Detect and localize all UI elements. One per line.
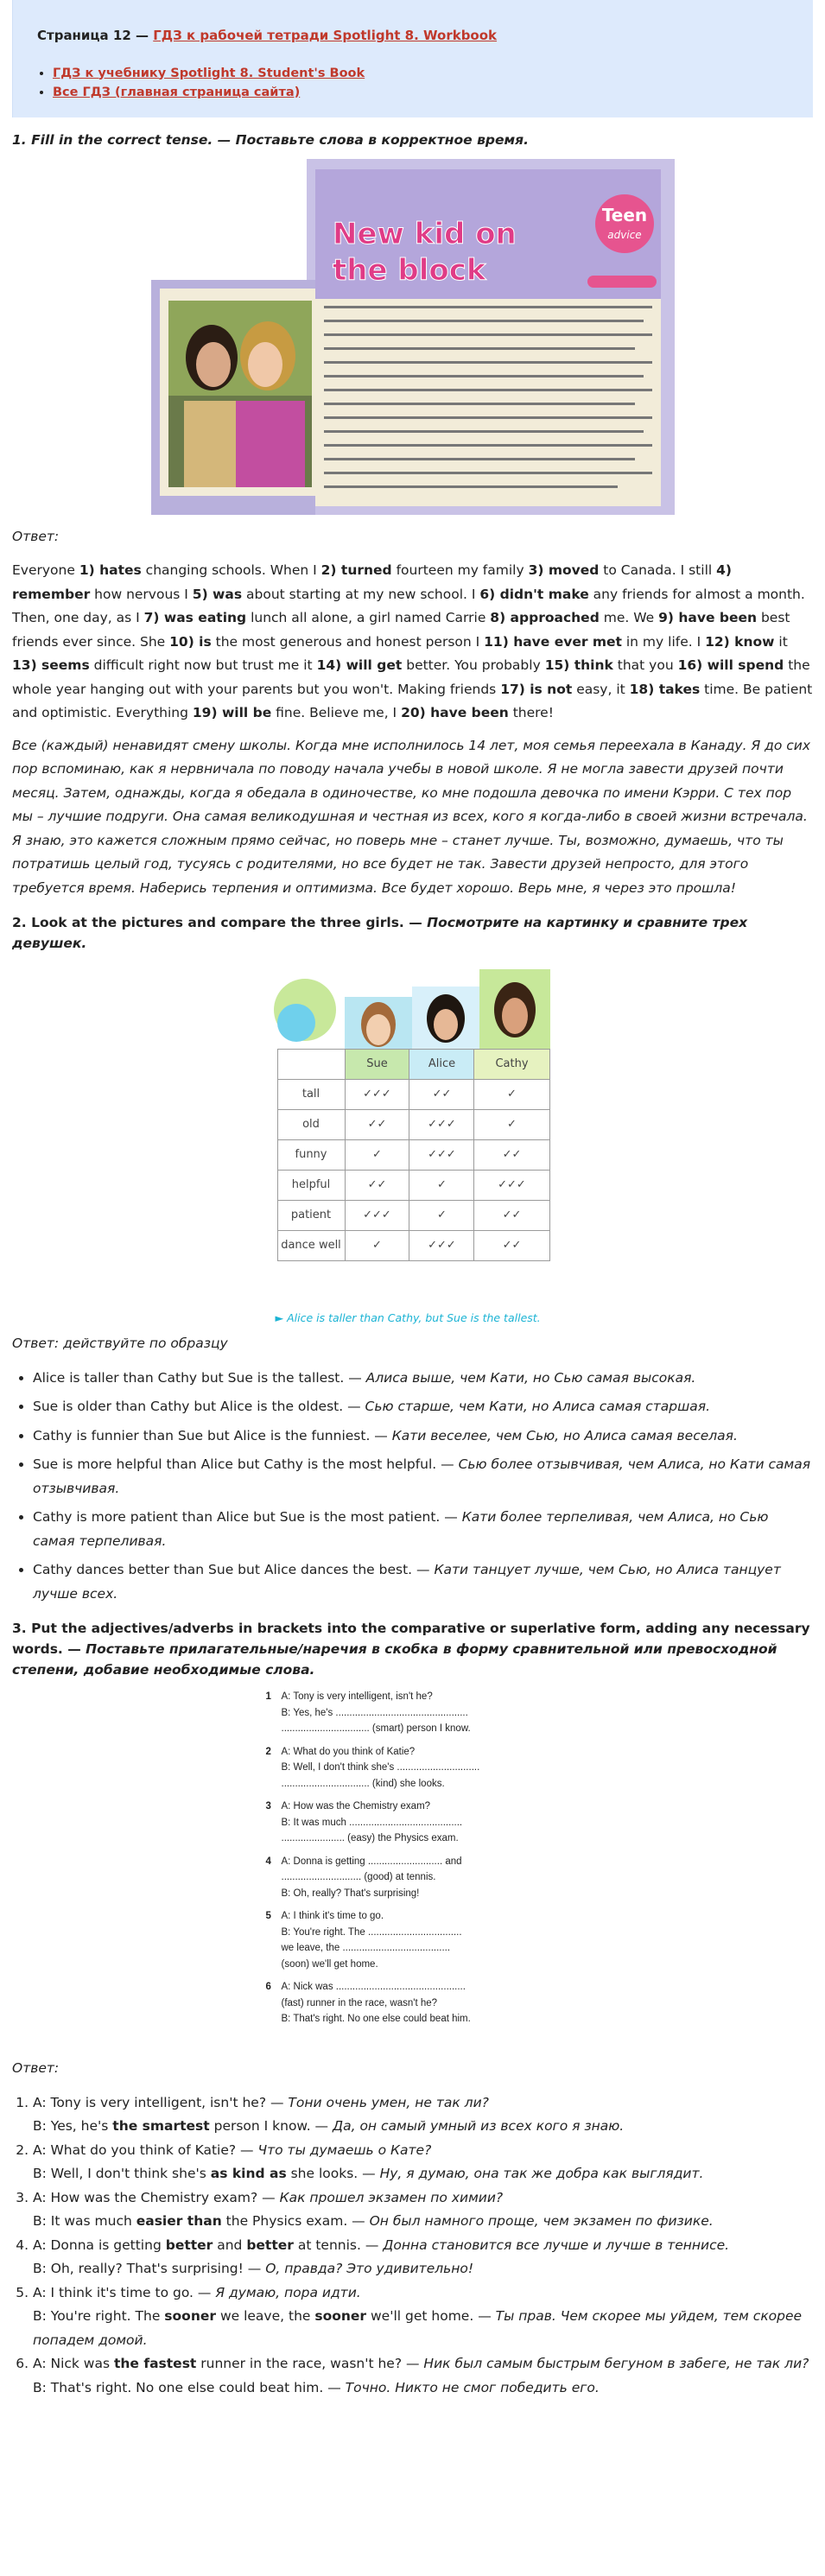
ex1-title-en: 1. Fill in the correct tense. [12, 131, 213, 148]
ex3-title-en: 3. Put the adjectives/adverbs in brackets into the comparative or superlative form, adding any necessary words. [12, 1621, 810, 1657]
exercise-question [266, 1979, 560, 2027]
answer-line-a: 5. A: I think it's time to go. — Я думаю, пора идти. [33, 2284, 361, 2300]
badge-advice: advice [606, 228, 642, 241]
girls-table-image [270, 962, 555, 1322]
answer-line-a: 3. A: How was the Chemistry exam? — Как прошел экзамен по химии? [33, 2189, 504, 2205]
exercise-body [282, 1908, 560, 1972]
exercise-line: A: Nick was ............................................... [281, 1982, 466, 1992]
exercise-line: (fast) runner in the race, wasn't he? [281, 1997, 438, 2008]
table-cell: ✓ [474, 1110, 549, 1140]
exercise-body [282, 1979, 560, 2027]
table-caption: ► Alice is taller than Cathy, but Sue is the tallest. [275, 1311, 541, 1324]
nav-line [37, 24, 792, 48]
answer-item [33, 2139, 813, 2186]
exercise-line: ............................. (good) at tennis. [281, 1872, 436, 1882]
list-item-en: Cathy is funnier than Sue but Alice is the funniest. — [33, 1427, 392, 1443]
table-cell: ✓✓ [345, 1110, 409, 1140]
answer-line-b: B: You're right. The sooner we leave, the sooner we'll get home. — Ты прав. Чем скорее мы уйдем, тем скорее попадем домой. [33, 2308, 803, 2348]
ex2-answer-list [33, 1367, 813, 1607]
answer-item [33, 2281, 813, 2353]
table-cell: ✓ [409, 1171, 474, 1201]
nav-link-item [53, 64, 792, 83]
answer-item [33, 2352, 813, 2400]
answer-line-a: 2. A: What do you think of Katie? — Что ты думаешь о Кате? [33, 2141, 432, 2158]
exercise-line: ....................... (easy) the Physics exam. [281, 1833, 459, 1843]
headline-line-1: New kid on [332, 216, 517, 251]
page-label: Страница 12 — [37, 28, 149, 43]
exercise-line: A: What do you think of Katie? [281, 1746, 416, 1757]
exercise-number: 2 [265, 1746, 271, 1757]
exercise-line: we leave, the ....................................... [281, 1943, 451, 1953]
list-item-ru: Кати танцует лучше, чем Сью, но Алиса танцует лучше всех. [33, 1562, 781, 1602]
table-row [277, 1110, 549, 1140]
ex3-title: 3. Put the adjectives/adverbs in brackets into the comparative or superlative form, adding any necessary words. — Поставьте прилагательные/наречия в скобка в форму сравнительной или превосходной степени, добавие необходимые слова. [12, 1621, 810, 1678]
nav-box [12, 0, 813, 117]
headline-line-2: the block [332, 252, 485, 288]
table-cell: ✓✓ [474, 1231, 549, 1261]
answer-line-a: 4. A: Donna is getting better and better at tennis. — Донна становится все лучше и лучше в теннисе. [33, 2237, 730, 2253]
table-cell: ✓ [345, 1231, 409, 1261]
exercise-line: B: It was much ......................................... [281, 1817, 463, 1828]
answer-line-a: 1. A: Tony is very intelligent, isn't he? — Тони очень умен, не так ли? [33, 2094, 489, 2110]
table-cell: ✓✓✓ [409, 1140, 474, 1171]
table-cell: ✓✓ [474, 1201, 549, 1231]
list-item-ru: Кати более терпеливая, чем Алиса, но Сью самая терпеливая. [33, 1509, 769, 1549]
comparison-table-body [277, 1050, 549, 1261]
ex1-title: 1. Fill in the correct tense. — Поставьте слова в корректное время. [12, 131, 529, 148]
list-item-en: Sue is older than Cathy but Alice is the oldest. — [33, 1399, 365, 1414]
table-row [277, 1080, 549, 1110]
table-cell: ✓✓✓ [409, 1231, 474, 1261]
table-row-label: old [277, 1110, 345, 1140]
table-cell: ✓✓✓ [345, 1201, 409, 1231]
table-cell: ✓ [474, 1080, 549, 1110]
answer-item [33, 2234, 813, 2281]
list-item-ru: Сью старше, чем Кати, но Алиса самая старшая. [365, 1399, 711, 1414]
answer-item [33, 2091, 813, 2139]
table-cell: ✓✓✓ [474, 1171, 549, 1201]
exercise-question [266, 1744, 560, 1792]
ex2-answer-label: Ответ: действуйте по образцу [12, 1336, 228, 1351]
ex2-title: 2. Look at the pictures and compare the three girls. — Посмотрите на картинку и сравните трех девушек. [12, 915, 748, 951]
list-item-ru: Кати веселее, чем Сью, но Алиса самая веселая. [391, 1427, 738, 1443]
exercise-number: 1 [265, 1691, 271, 1702]
table-cell: ✓✓ [409, 1080, 474, 1110]
nav-link-item [53, 83, 792, 102]
list-item [33, 1506, 813, 1553]
list-item-en: Cathy is more patient than Alice but Sue is the most patient. — [33, 1509, 462, 1525]
table-corner-cell [277, 1050, 345, 1080]
girls-portraits [270, 962, 555, 1049]
answer-line-b: B: That's right. No one else could beat him. — Точно. Никто не смог победить его. [33, 2379, 600, 2395]
list-item-ru: Сью более отзывчивая, чем Алиса, но Кати самая отзывчивая. [33, 1456, 811, 1496]
ex3-answer-list [33, 2091, 813, 2401]
badge-teen: Teen [601, 204, 647, 225]
table-cell: ✓✓✓ [409, 1110, 474, 1140]
table-cell: ✓✓✓ [345, 1080, 409, 1110]
ex3-exercise-image [266, 1689, 560, 2046]
table-row [277, 1171, 549, 1201]
exercise-number: 3 [265, 1801, 271, 1811]
list-item-ru: Алиса выше, чем Кати, но Сью самая высокая. [365, 1369, 696, 1386]
exercise-number: 6 [265, 1982, 271, 1992]
table-row-label: dance well [277, 1231, 345, 1261]
magazine-illustration [151, 159, 675, 515]
table-cell: ✓ [345, 1140, 409, 1171]
exercise-line: ................................ (kind) she looks. [281, 1778, 445, 1789]
exercise-number: 5 [265, 1911, 271, 1921]
ex1-answer-label: Ответ: [12, 528, 60, 544]
table-caption-text: Alice is taller than Cathy, but Sue is the tallest. [287, 1311, 541, 1324]
list-item-en: Cathy dances better than Sue but Alice dances the best. — [33, 1562, 435, 1577]
magazine-image [151, 159, 675, 515]
ex1-translation: Все (каждый) ненавидят смену школы. Когда мне исполнилось 14 лет, моя семья переехала в Канаду. Я до сих пор вспоминаю, как я нервничала по поводу начала учебы в новой школе. Я не могла завести друзей почти месяц. Затем, однажды, когда я обедала в одиночестве, ко мне подошла девочка по имени Кэрри. С тех пор мы – лучшие подруги. Она самая великодушная и честная из всех, кого я когда-либо в своей жизни встречала. Я знаю, это кажется сложным прямо сейчас, но поверь мне – станет лучше. Ты, возможно, думаешь, что ты потратишь целый год, тусуясь с родителями, но все будет не так. Завести друзей непросто, для этого требуется время. Наберись терпения и оптимизма. Все будет хорошо. Верь мне, я через это прошла! [12, 737, 811, 896]
answer-item [33, 2186, 813, 2234]
exercise-body [282, 1689, 560, 1737]
table-header-row [277, 1050, 549, 1080]
exercise-body [282, 1854, 560, 1902]
exercise-line: ................................ (smart) person I know. [281, 1723, 471, 1734]
table-row [277, 1140, 549, 1171]
table-header-sue: Sue [345, 1050, 409, 1080]
table-cell: ✓✓ [345, 1171, 409, 1201]
students-book-link[interactable]: ГДЗ к учебнику Spotlight 8. Student's Book [53, 66, 365, 80]
list-item-en: Alice is taller than Cathy but Sue is the tallest. — [33, 1369, 366, 1386]
home-link[interactable]: Все ГДЗ (главная страница сайта) [53, 85, 301, 99]
ex1-title-ru: Поставьте слова в корректное время. [235, 131, 529, 148]
answer-line-a: 6. A: Nick was the fastest runner in the race, wasn't he? — Ник был самым быстрым бегуном в забеге, не так ли? [33, 2356, 809, 2371]
exercise-question [266, 1908, 560, 1972]
list-item [33, 1424, 813, 1449]
exercise-line: B: That's right. No one else could beat him. [281, 2014, 471, 2024]
exercise-line: B: You're right. The .................................. [281, 1926, 462, 1938]
exercise-line: A: How was the Chemistry exam? [281, 1801, 431, 1811]
answer-line-b: B: Oh, really? That's surprising! — О, правда? Это удивительно! [33, 2261, 474, 2276]
exercise-line: B: Oh, really? That's surprising! [281, 1888, 420, 1899]
workbook-link[interactable]: ГДЗ к рабочей тетради Spotlight 8. Workbook [153, 28, 498, 43]
exercise-question [266, 1854, 560, 1902]
list-item [33, 1367, 813, 1391]
list-item [33, 1395, 813, 1419]
table-row [277, 1201, 549, 1231]
ex3-title-ru: Поставьте прилагательные/наречия в скобка в форму сравнительной или превосходной степени, добавие необходимые слова. [12, 1641, 777, 1678]
ex2-title-en: 2. Look at the pictures and compare the three girls. [12, 915, 404, 930]
exercise-line: A: I think it's time to go. [281, 1911, 384, 1921]
table-cell: ✓ [409, 1201, 474, 1231]
exercise-line: A: Donna is getting ........................... and [281, 1856, 462, 1867]
table-row-label: helpful [277, 1171, 345, 1201]
table-row-label: patient [277, 1201, 345, 1231]
table-header-alice: Alice [409, 1050, 474, 1080]
table-cell: ✓✓ [474, 1140, 549, 1171]
table-header-cathy: Cathy [474, 1050, 549, 1080]
table-row-label: funny [277, 1140, 345, 1171]
exercise-body [282, 1799, 560, 1847]
exercise-question [266, 1799, 560, 1847]
exercise-number: 4 [265, 1856, 271, 1867]
list-item-en: Sue is more helpful than Alice but Cathy is the most helpful. — [33, 1456, 459, 1472]
nav-links [53, 64, 792, 102]
table-row [277, 1231, 549, 1261]
ex3-answer-label: Ответ: [12, 2060, 60, 2076]
exercise-body [282, 1744, 560, 1792]
exercise-line: B: Well, I don't think she's .............................. [281, 1762, 480, 1773]
comparison-table [277, 1049, 550, 1261]
exercise-line: (soon) we'll get home. [281, 1958, 378, 1970]
ex2-title-ru: Посмотрите на картинку и сравните трех девушек. [12, 915, 748, 951]
exercise-question [266, 1689, 560, 1737]
list-item [33, 1558, 813, 1606]
ex1-answer-text: Everyone 1) hates changing schools. When I 2) turned fourteen my family 3) moved to Canada. I still 4) remember how nervous I 5) was about starting at my new school. I 6) didn't make any friends for almost a month. Then, one day, as I 7) was eating lunch all alone, a girl named Carrie 8) approached me. We 9) have been best friends ever since. She 10) is the most generous and honest person I 11) have ever met in my life. I 12) know it 13) seems difficult right now but trust me it 14) will get better. You probably 15) think that you 16) will spend the whole year hanging out with your parents but you won't. Making friends 17) is not easy, it 18) takes time. Be patient and optimistic. Everything 19) will be fine. Believe me, I 20) have been there! [12, 562, 813, 720]
answer-line-b: B: Well, I don't think she's as kind as she looks. — Ну, я думаю, она так же добра как выглядит. [33, 2166, 704, 2181]
answer-line-b: B: It was much easier than the Physics exam. — Он был намного проще, чем экзамен по физике. [33, 2213, 714, 2229]
answer-line-b: B: Yes, he's the smartest person I know. — Да, он самый умный из всех кого я знаю. [33, 2118, 625, 2134]
exercise-line: A: Tony is very intelligent, isn't he? [281, 1691, 433, 1702]
exercise-line: B: Yes, he's ................................................ [281, 1707, 468, 1718]
list-item [33, 1453, 813, 1501]
table-row-label: tall [277, 1080, 345, 1110]
